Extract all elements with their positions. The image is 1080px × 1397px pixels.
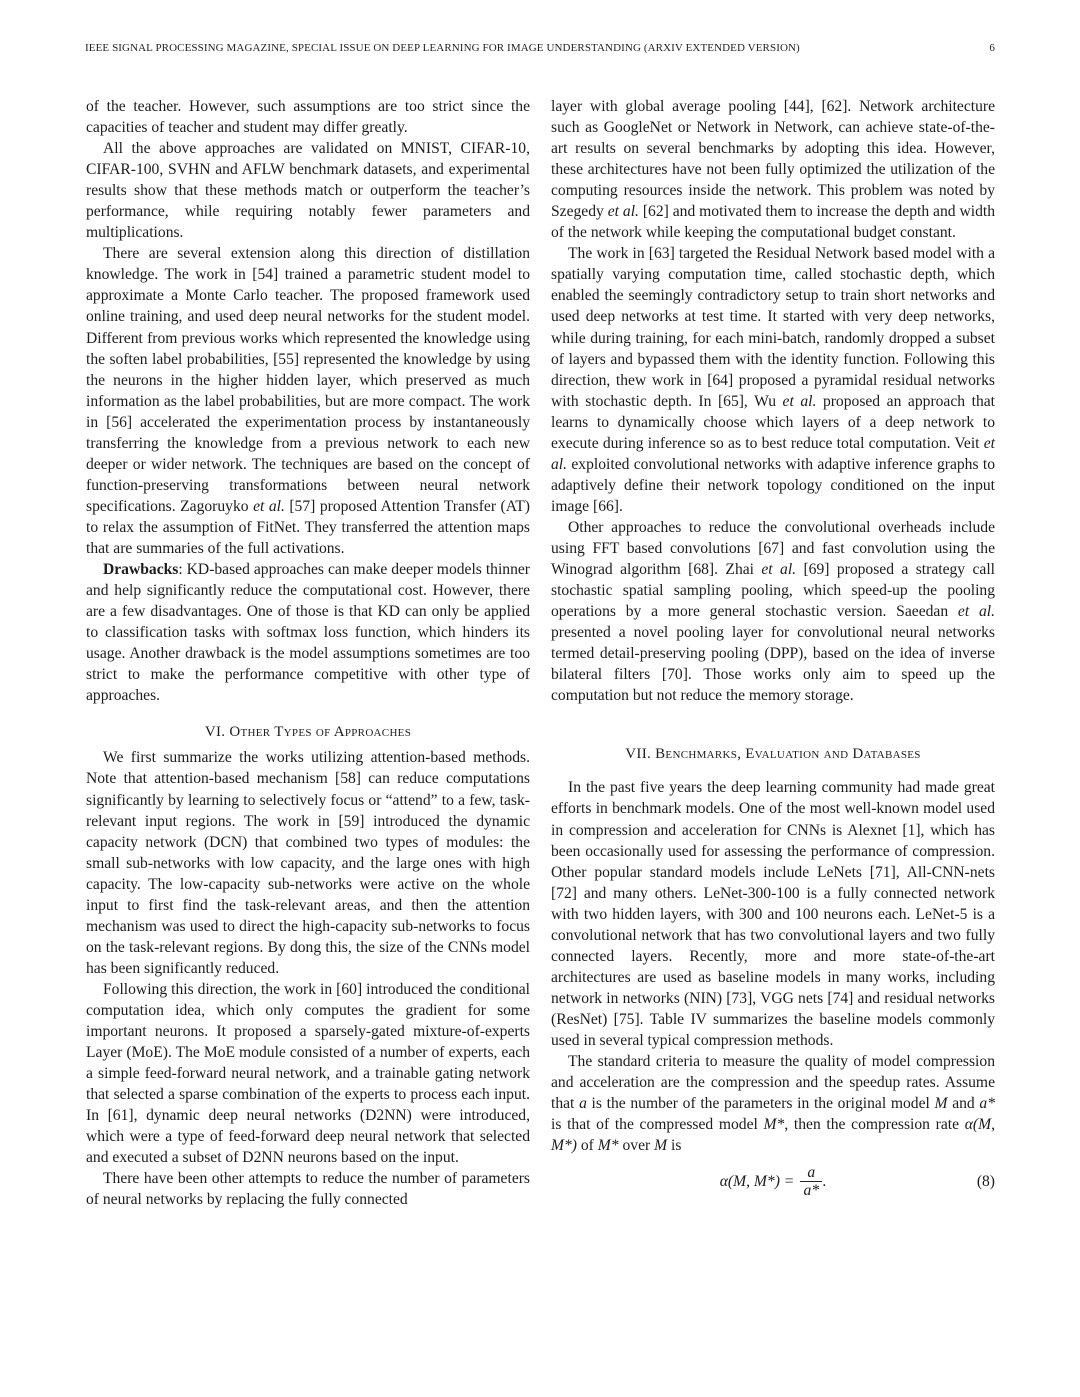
text-run: : KD-based approaches can make deeper models thinner and help significantly reduce the computational cost. However, there are a few disadvantages. One of those is that KD can only be applied to classification tasks with softmax loss function, which hinders its usage. Another drawback is the model assumptions sometimes are too strict to make the performance competitive with other type of approaches. (86, 561, 530, 705)
et-al: et al. (551, 434, 995, 473)
running-title: IEEE SIGNAL PROCESSING MAGAZINE, SPECIAL ISSUE ON DEEP LEARNING FOR IMAGE UNDERSTANDING (ARXIV EXTENDED VERSION) (85, 42, 800, 54)
text-run: The work in [63] targeted the Residual Network based model with a spatially varying computation time, called stochastic depth, which enabled the seemingly contradictory setup to train short networks and used deep networks at test time. It started with very deep networks, while during training, for each mini-batch, randomly dropped a subset of layers and bypassed them with the identity function. Following this direction, thew work in [64] proposed a pyramidal residual networks with stochastic depth. In [65], Wu (551, 245, 995, 410)
paragraph: There have been other attempts to reduce the number of parameters of neural networks by replacing the fully connected (86, 1170, 530, 1209)
section-heading-vii: VII. Benchmarks, Evaluation and Databases (625, 746, 921, 763)
running-header (85, 42, 995, 54)
et-al: et al. (253, 497, 285, 515)
text-run: is (667, 1137, 682, 1155)
math-var: M* (763, 1116, 785, 1134)
drawbacks-label: Drawbacks (103, 561, 179, 579)
paragraph: of the teacher. However, such assumptions are too strict since the capacities of teacher and student may differ greatly. (86, 98, 530, 137)
math-var: M (934, 1095, 948, 1113)
section-heading-vi: VI. Other Types of Approaches (204, 724, 412, 741)
paragraph (551, 243, 995, 517)
math-var: M (654, 1137, 668, 1155)
text-run: over (618, 1137, 655, 1155)
et-al: et al. (782, 392, 817, 410)
text-run: is that of the compressed model (551, 1116, 764, 1134)
text-run: , then the compression rate (784, 1116, 965, 1134)
text-run: proposed an approach that learns to dynamically choose which layers of a deep network to execute during inference so as to best reduce total computation. Veit (551, 392, 996, 452)
et-al: et al. (761, 561, 797, 579)
text-run: presented a novel pooling layer for convolutional neural networks termed detail-preserving pooling (DPP), based on the idea of inverse bilateral filters [70]. Those works only aim to speed up the computation but not reduce the memory storage. (551, 624, 995, 705)
math-expr: α(M, M*) (551, 1116, 995, 1155)
equation-denominator: a* (803, 1181, 820, 1199)
text-run: [57] proposed Attention Transfer (AT) to relax the assumption of FitNet. They transferred the attention maps that are summaries of the full activations. (86, 497, 530, 557)
equation-numerator: a (807, 1163, 816, 1181)
equation-fraction (800, 1164, 822, 1199)
equation-number: (8) (976, 1172, 995, 1190)
equation-8 (551, 1160, 995, 1202)
et-al: et al. (957, 603, 995, 621)
text-run: [69] proposed a strategy call stochastic spatial sampling pooling, which speed-up the pooling operations by a more general stochastic version. Saeedan (551, 561, 995, 621)
paragraph (551, 1051, 995, 1156)
math-var: a (579, 1095, 587, 1113)
right-column (551, 96, 995, 1202)
text-run: The standard criteria to measure the quality of model compression and acceleration are the compression and the speedup rates. Assume that (551, 1053, 995, 1113)
math-var: M* (597, 1137, 619, 1155)
paragraph: All the above approaches are validated on MNIST, CIFAR-10, CIFAR-100, SVHN and AFLW benchmark datasets, and experimental results show that these methods match or outperform the teacher’s performance, while requiring notably fewer parameters and multiplications. (86, 140, 530, 242)
equation-lhs: α(M, M*) = (719, 1172, 795, 1190)
paragraph (86, 243, 530, 559)
left-column (86, 96, 530, 1210)
paragraph (551, 96, 995, 243)
drawbacks-paragraph (86, 559, 530, 706)
text-run: exploited convolutional networks with adaptive inference graphs to adaptively define their network topology conditioned on the input image [66]. (551, 455, 995, 515)
paragraph: We first summarize the works utilizing attention-based methods. Note that attention-based mechanism [58] can reduce computations significantly by learning to selectively focus or “attend” to a few, task-relevant input regions. The work in [59] introduced the dynamic capacity network (DCN) that combined two types of modules: the small sub-networks with low capacity, and the large ones with high capacity. The low-capacity sub-networks were active on the whole input to first find the task-relevant areas, and then the attention mechanism was used to direct the high-capacity sub-networks to focus on the task-relevant regions. By dong this, the size of the CNNs model has been significantly reduced. (86, 749, 530, 977)
text-run: of (576, 1137, 598, 1155)
paragraph: In the past five years the deep learning community had made great efforts in benchmark models. One of the most well-known model used in compression and acceleration for CNNs is Alexnet [1], which has been occasionally used for assessing the performance of compression. Other popular standard models include LeNets [71], All-CNN-nets [72] and many others. LeNet-300-100 is a fully connected network with two hidden layers, with 300 and 100 neurons each. LeNet-5 is a convolutional network that has two convolutional layers and two fully connected layers. Recently, more and more state-of-the-art architectures are used as baseline models in many works, including network in networks (NIN) [73], VGG nets [74] and residual networks (ResNet) [75]. Table IV summarizes the baseline models commonly used in several typical compression methods. (551, 779, 995, 1049)
text-run: There are several extension along this direction of distillation knowledge. The work in [54] trained a parametric student model to approximate a Monte Carlo teacher. The proposed framework used online training, and used deep neural networks for the student model. Different from previous works which represented the knowledge using the soften label probabilities, [55] represented the knowledge by using the neurons in the higher hidden layer, which preserved as much information as the label probabilities, but are more compact. The work in [56] accelerated the experimentation process by instantaneously transferring the knowledge from a previous network to each new deeper or wider network. The techniques are based on the concept of function-preserving transformations between neural network specifications. Zagoruyko (86, 245, 530, 515)
text-run: is the number of the parameters in the original model (586, 1095, 935, 1113)
math-var: a* (979, 1095, 995, 1113)
page-number: 6 (989, 42, 995, 54)
text-run: and (947, 1095, 980, 1113)
text-run: layer with global average pooling [44], [62]. Network architecture such as GoogleNet or Network in Network, can achieve state-of-the-art results on several benchmarks by adopting this idea. However, these architectures have not been fully optimized the utilization of the computing resources inside the network. This problem was noted by Szegedy (551, 98, 995, 221)
text-run: [62] and motivated them to increase the depth and width of the network while keeping the computational budget constant. (551, 203, 995, 242)
equation-trail: . (822, 1172, 827, 1190)
paragraph (551, 517, 995, 706)
et-al: et al. (607, 203, 639, 221)
paragraph: Following this direction, the work in [60] introduced the conditional computation idea, which only computes the gradient for some important neurons. It proposed a sparsely-gated mixture-of-experts Layer (MoE). The MoE module consisted of a number of experts, each a simple feed-forward neural network, and a trainable gating network that selected a sparse combination of the experts to process each input. In [61], dynamic deep neural networks (D2NN) were introduced, which were a type of feed-forward deep neural network that selected and executed a subset of D2NN neurons based on the input. (86, 980, 530, 1167)
text-run: Other approaches to reduce the convolutional overheads include using FFT based convolutions [67] and fast convolution using the Winograd algorithm [68]. Zhai (551, 518, 995, 579)
